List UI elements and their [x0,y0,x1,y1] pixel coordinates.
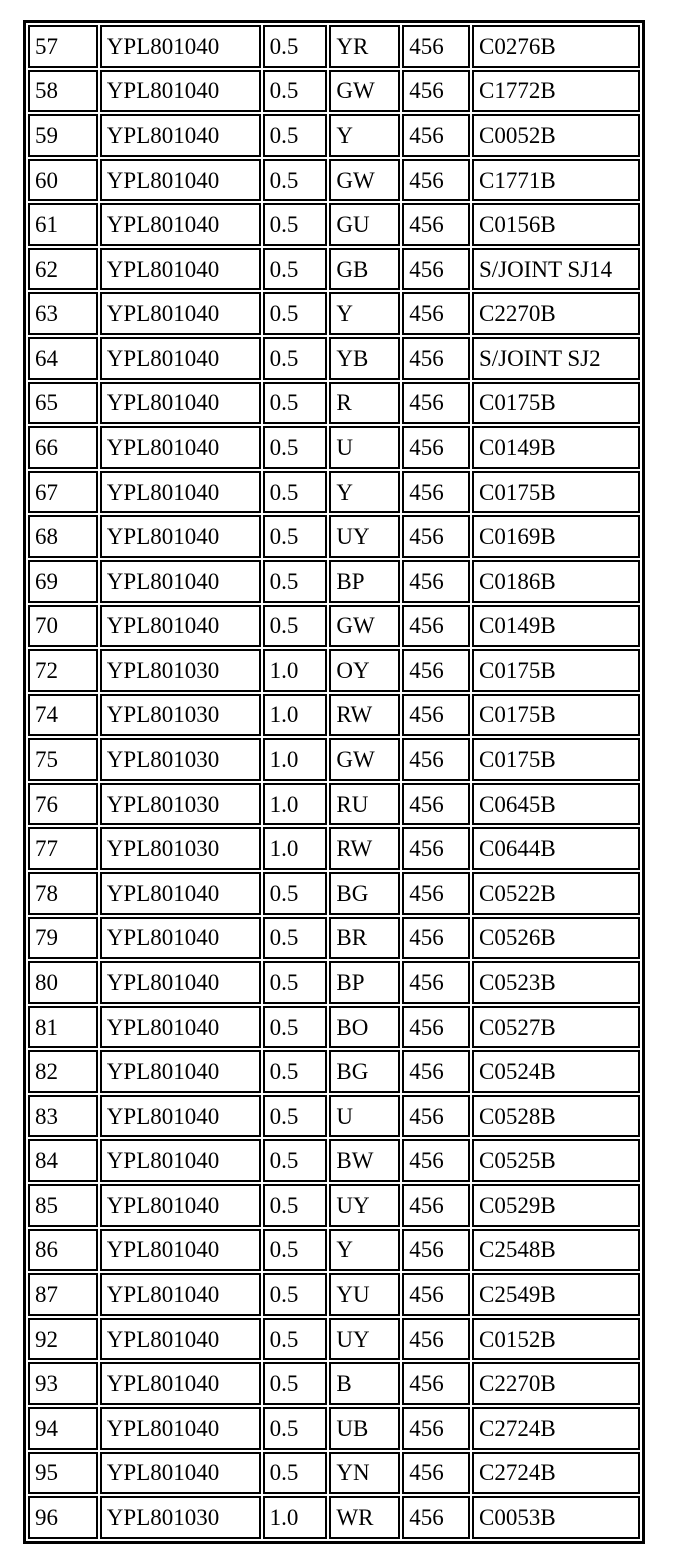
color-code-cell: GW [329,605,400,648]
part-number-cell: YPL801040 [100,872,261,915]
table-row [28,1318,640,1361]
row-number-cell: 81 [28,1006,98,1049]
row-number-cell: 87 [28,1273,98,1316]
part-number-cell: YPL801040 [100,515,261,558]
connector-cell: C1772B [472,70,640,113]
connector-cell: C0644B [472,827,640,870]
connector-cell: C0175B [472,738,640,781]
part-number-cell: YPL801040 [100,248,261,291]
size-cell: 0.5 [263,961,328,1004]
part-number-cell: YPL801030 [100,1496,261,1539]
row-number-cell: 92 [28,1318,98,1361]
size-cell: 1.0 [263,738,328,781]
connector-cell: C0186B [472,560,640,603]
part-number-cell: YPL801030 [100,827,261,870]
code-cell: 456 [402,961,470,1004]
color-code-cell: Y [329,292,400,335]
connector-cell: C0175B [472,471,640,514]
connector-cell: C0052B [472,114,640,157]
size-cell: 0.5 [263,1050,328,1093]
connector-cell: C0525B [472,1139,640,1182]
code-cell: 456 [402,471,470,514]
connector-cell: C0527B [472,1006,640,1049]
table-row [28,471,640,514]
wire-schedule-table [23,20,645,1544]
size-cell: 0.5 [263,1318,328,1361]
code-cell: 456 [402,694,470,737]
table-row [28,1496,640,1539]
part-number-cell: YPL801040 [100,1362,261,1405]
part-number-cell: YPL801040 [100,471,261,514]
connector-cell: C0149B [472,426,640,469]
row-number-cell: 82 [28,1050,98,1093]
color-code-cell: BP [329,560,400,603]
table-row [28,1362,640,1405]
row-number-cell: 68 [28,515,98,558]
row-number-cell: 67 [28,471,98,514]
code-cell: 456 [402,1229,470,1272]
row-number-cell: 74 [28,694,98,737]
color-code-cell: Y [329,471,400,514]
color-code-cell: RW [329,827,400,870]
table-row [28,694,640,737]
color-code-cell: OY [329,649,400,692]
size-cell: 0.5 [263,1273,328,1316]
row-number-cell: 62 [28,248,98,291]
connector-cell: C0152B [472,1318,640,1361]
code-cell: 456 [402,1184,470,1227]
connector-cell: S/JOINT SJ14 [472,248,640,291]
table-row [28,159,640,202]
part-number-cell: YPL801040 [100,1318,261,1361]
connector-cell: C0526B [472,917,640,960]
size-cell: 0.5 [263,337,328,380]
size-cell: 0.5 [263,382,328,425]
row-number-cell: 61 [28,203,98,246]
code-cell: 456 [402,114,470,157]
connector-cell: C0175B [472,382,640,425]
connector-cell: C2549B [472,1273,640,1316]
table-row [28,1184,640,1227]
connector-cell: C0276B [472,25,640,68]
part-number-cell: YPL801040 [100,1452,261,1495]
connector-cell: C0175B [472,649,640,692]
part-number-cell: YPL801030 [100,738,261,781]
row-number-cell: 65 [28,382,98,425]
row-number-cell: 72 [28,649,98,692]
row-number-cell: 94 [28,1407,98,1450]
connector-cell: C0529B [472,1184,640,1227]
color-code-cell: R [329,382,400,425]
code-cell: 456 [402,1496,470,1539]
row-number-cell: 96 [28,1496,98,1539]
code-cell: 456 [402,159,470,202]
part-number-cell: YPL801040 [100,70,261,113]
connector-cell: C0523B [472,961,640,1004]
size-cell: 1.0 [263,827,328,870]
table-row [28,872,640,915]
row-number-cell: 83 [28,1095,98,1138]
code-cell: 456 [402,248,470,291]
part-number-cell: YPL801040 [100,1273,261,1316]
part-number-cell: YPL801040 [100,1139,261,1182]
table-row [28,827,640,870]
color-code-cell: B [329,1362,400,1405]
color-code-cell: Y [329,114,400,157]
color-code-cell: YN [329,1452,400,1495]
color-code-cell: RU [329,783,400,826]
connector-cell: C0053B [472,1496,640,1539]
size-cell: 0.5 [263,1452,328,1495]
table-row [28,426,640,469]
code-cell: 456 [402,1362,470,1405]
size-cell: 0.5 [263,605,328,648]
color-code-cell: BO [329,1006,400,1049]
color-code-cell: GW [329,70,400,113]
row-number-cell: 77 [28,827,98,870]
table-row [28,783,640,826]
row-number-cell: 66 [28,426,98,469]
row-number-cell: 93 [28,1362,98,1405]
size-cell: 0.5 [263,426,328,469]
color-code-cell: YR [329,25,400,68]
color-code-cell: BG [329,1050,400,1093]
connector-cell: C2724B [472,1407,640,1450]
code-cell: 456 [402,872,470,915]
part-number-cell: YPL801040 [100,1229,261,1272]
part-number-cell: YPL801040 [100,159,261,202]
connector-cell: C0524B [472,1050,640,1093]
connector-cell: S/JOINT SJ2 [472,337,640,380]
table-row [28,248,640,291]
connector-cell: C0169B [472,515,640,558]
size-cell: 0.5 [263,1184,328,1227]
row-number-cell: 58 [28,70,98,113]
code-cell: 456 [402,560,470,603]
color-code-cell: YB [329,337,400,380]
table-row [28,738,640,781]
part-number-cell: YPL801040 [100,1050,261,1093]
row-number-cell: 59 [28,114,98,157]
part-number-cell: YPL801040 [100,1407,261,1450]
row-number-cell: 78 [28,872,98,915]
size-cell: 1.0 [263,783,328,826]
code-cell: 456 [402,1050,470,1093]
code-cell: 456 [402,649,470,692]
size-cell: 0.5 [263,70,328,113]
color-code-cell: Y [329,1229,400,1272]
color-code-cell: GW [329,738,400,781]
color-code-cell: U [329,1095,400,1138]
code-cell: 456 [402,426,470,469]
connector-cell: C0175B [472,694,640,737]
size-cell: 0.5 [263,1139,328,1182]
part-number-cell: YPL801040 [100,114,261,157]
color-code-cell: WR [329,1496,400,1539]
size-cell: 0.5 [263,25,328,68]
row-number-cell: 85 [28,1184,98,1227]
connector-cell: C2270B [472,1362,640,1405]
color-code-cell: UY [329,1318,400,1361]
color-code-cell: BR [329,917,400,960]
code-cell: 456 [402,917,470,960]
table-row [28,605,640,648]
size-cell: 0.5 [263,203,328,246]
row-number-cell: 63 [28,292,98,335]
part-number-cell: YPL801030 [100,694,261,737]
size-cell: 0.5 [263,560,328,603]
color-code-cell: GB [329,248,400,291]
table-row [28,1273,640,1316]
code-cell: 456 [402,1273,470,1316]
code-cell: 456 [402,1407,470,1450]
table-row [28,649,640,692]
part-number-cell: YPL801040 [100,1184,261,1227]
code-cell: 456 [402,1139,470,1182]
connector-cell: C0522B [472,872,640,915]
table-row [28,382,640,425]
part-number-cell: YPL801040 [100,1006,261,1049]
table-row [28,203,640,246]
row-number-cell: 86 [28,1229,98,1272]
part-number-cell: YPL801040 [100,961,261,1004]
code-cell: 456 [402,203,470,246]
part-number-cell: YPL801040 [100,426,261,469]
size-cell: 0.5 [263,248,328,291]
code-cell: 456 [402,1095,470,1138]
part-number-cell: YPL801040 [100,292,261,335]
connector-cell: C2270B [472,292,640,335]
code-cell: 456 [402,605,470,648]
color-code-cell: GW [329,159,400,202]
table-row [28,515,640,558]
color-code-cell: YU [329,1273,400,1316]
size-cell: 0.5 [263,1006,328,1049]
size-cell: 0.5 [263,1095,328,1138]
color-code-cell: UB [329,1407,400,1450]
row-number-cell: 76 [28,783,98,826]
size-cell: 0.5 [263,292,328,335]
part-number-cell: YPL801030 [100,783,261,826]
connector-cell: C0149B [472,605,640,648]
table-row [28,25,640,68]
size-cell: 0.5 [263,1229,328,1272]
part-number-cell: YPL801040 [100,203,261,246]
table-row [28,114,640,157]
color-code-cell: BW [329,1139,400,1182]
size-cell: 1.0 [263,649,328,692]
code-cell: 456 [402,292,470,335]
connector-cell: C2724B [472,1452,640,1495]
code-cell: 456 [402,1006,470,1049]
row-number-cell: 64 [28,337,98,380]
table-row [28,1006,640,1049]
connector-cell: C0528B [472,1095,640,1138]
size-cell: 1.0 [263,1496,328,1539]
size-cell: 0.5 [263,515,328,558]
table-row [28,1139,640,1182]
part-number-cell: YPL801040 [100,605,261,648]
size-cell: 0.5 [263,159,328,202]
size-cell: 0.5 [263,917,328,960]
part-number-cell: YPL801040 [100,382,261,425]
color-code-cell: BG [329,872,400,915]
code-cell: 456 [402,783,470,826]
row-number-cell: 70 [28,605,98,648]
connector-cell: C2548B [472,1229,640,1272]
table-row [28,1050,640,1093]
color-code-cell: RW [329,694,400,737]
code-cell: 456 [402,1452,470,1495]
code-cell: 456 [402,738,470,781]
code-cell: 456 [402,1318,470,1361]
table-row [28,917,640,960]
row-number-cell: 75 [28,738,98,781]
connector-cell: C0156B [472,203,640,246]
part-number-cell: YPL801040 [100,917,261,960]
table-row [28,1407,640,1450]
color-code-cell: BP [329,961,400,1004]
row-number-cell: 60 [28,159,98,202]
code-cell: 456 [402,25,470,68]
part-number-cell: YPL801030 [100,649,261,692]
color-code-cell: UY [329,1184,400,1227]
table-body [28,25,640,1539]
table-row [28,1452,640,1495]
part-number-cell: YPL801040 [100,337,261,380]
size-cell: 0.5 [263,471,328,514]
connector-cell: C0645B [472,783,640,826]
table-row [28,560,640,603]
table-row [28,961,640,1004]
table-row [28,1095,640,1138]
row-number-cell: 84 [28,1139,98,1182]
row-number-cell: 80 [28,961,98,1004]
size-cell: 0.5 [263,872,328,915]
part-number-cell: YPL801040 [100,560,261,603]
size-cell: 0.5 [263,114,328,157]
row-number-cell: 95 [28,1452,98,1495]
table-row [28,337,640,380]
code-cell: 456 [402,515,470,558]
row-number-cell: 69 [28,560,98,603]
part-number-cell: YPL801040 [100,1095,261,1138]
table-row [28,1229,640,1272]
table-row [28,292,640,335]
size-cell: 0.5 [263,1362,328,1405]
color-code-cell: UY [329,515,400,558]
code-cell: 456 [402,382,470,425]
code-cell: 456 [402,827,470,870]
row-number-cell: 79 [28,917,98,960]
color-code-cell: GU [329,203,400,246]
part-number-cell: YPL801040 [100,25,261,68]
connector-cell: C1771B [472,159,640,202]
color-code-cell: U [329,426,400,469]
size-cell: 0.5 [263,1407,328,1450]
size-cell: 1.0 [263,694,328,737]
code-cell: 456 [402,337,470,380]
row-number-cell: 57 [28,25,98,68]
table-row [28,70,640,113]
code-cell: 456 [402,70,470,113]
